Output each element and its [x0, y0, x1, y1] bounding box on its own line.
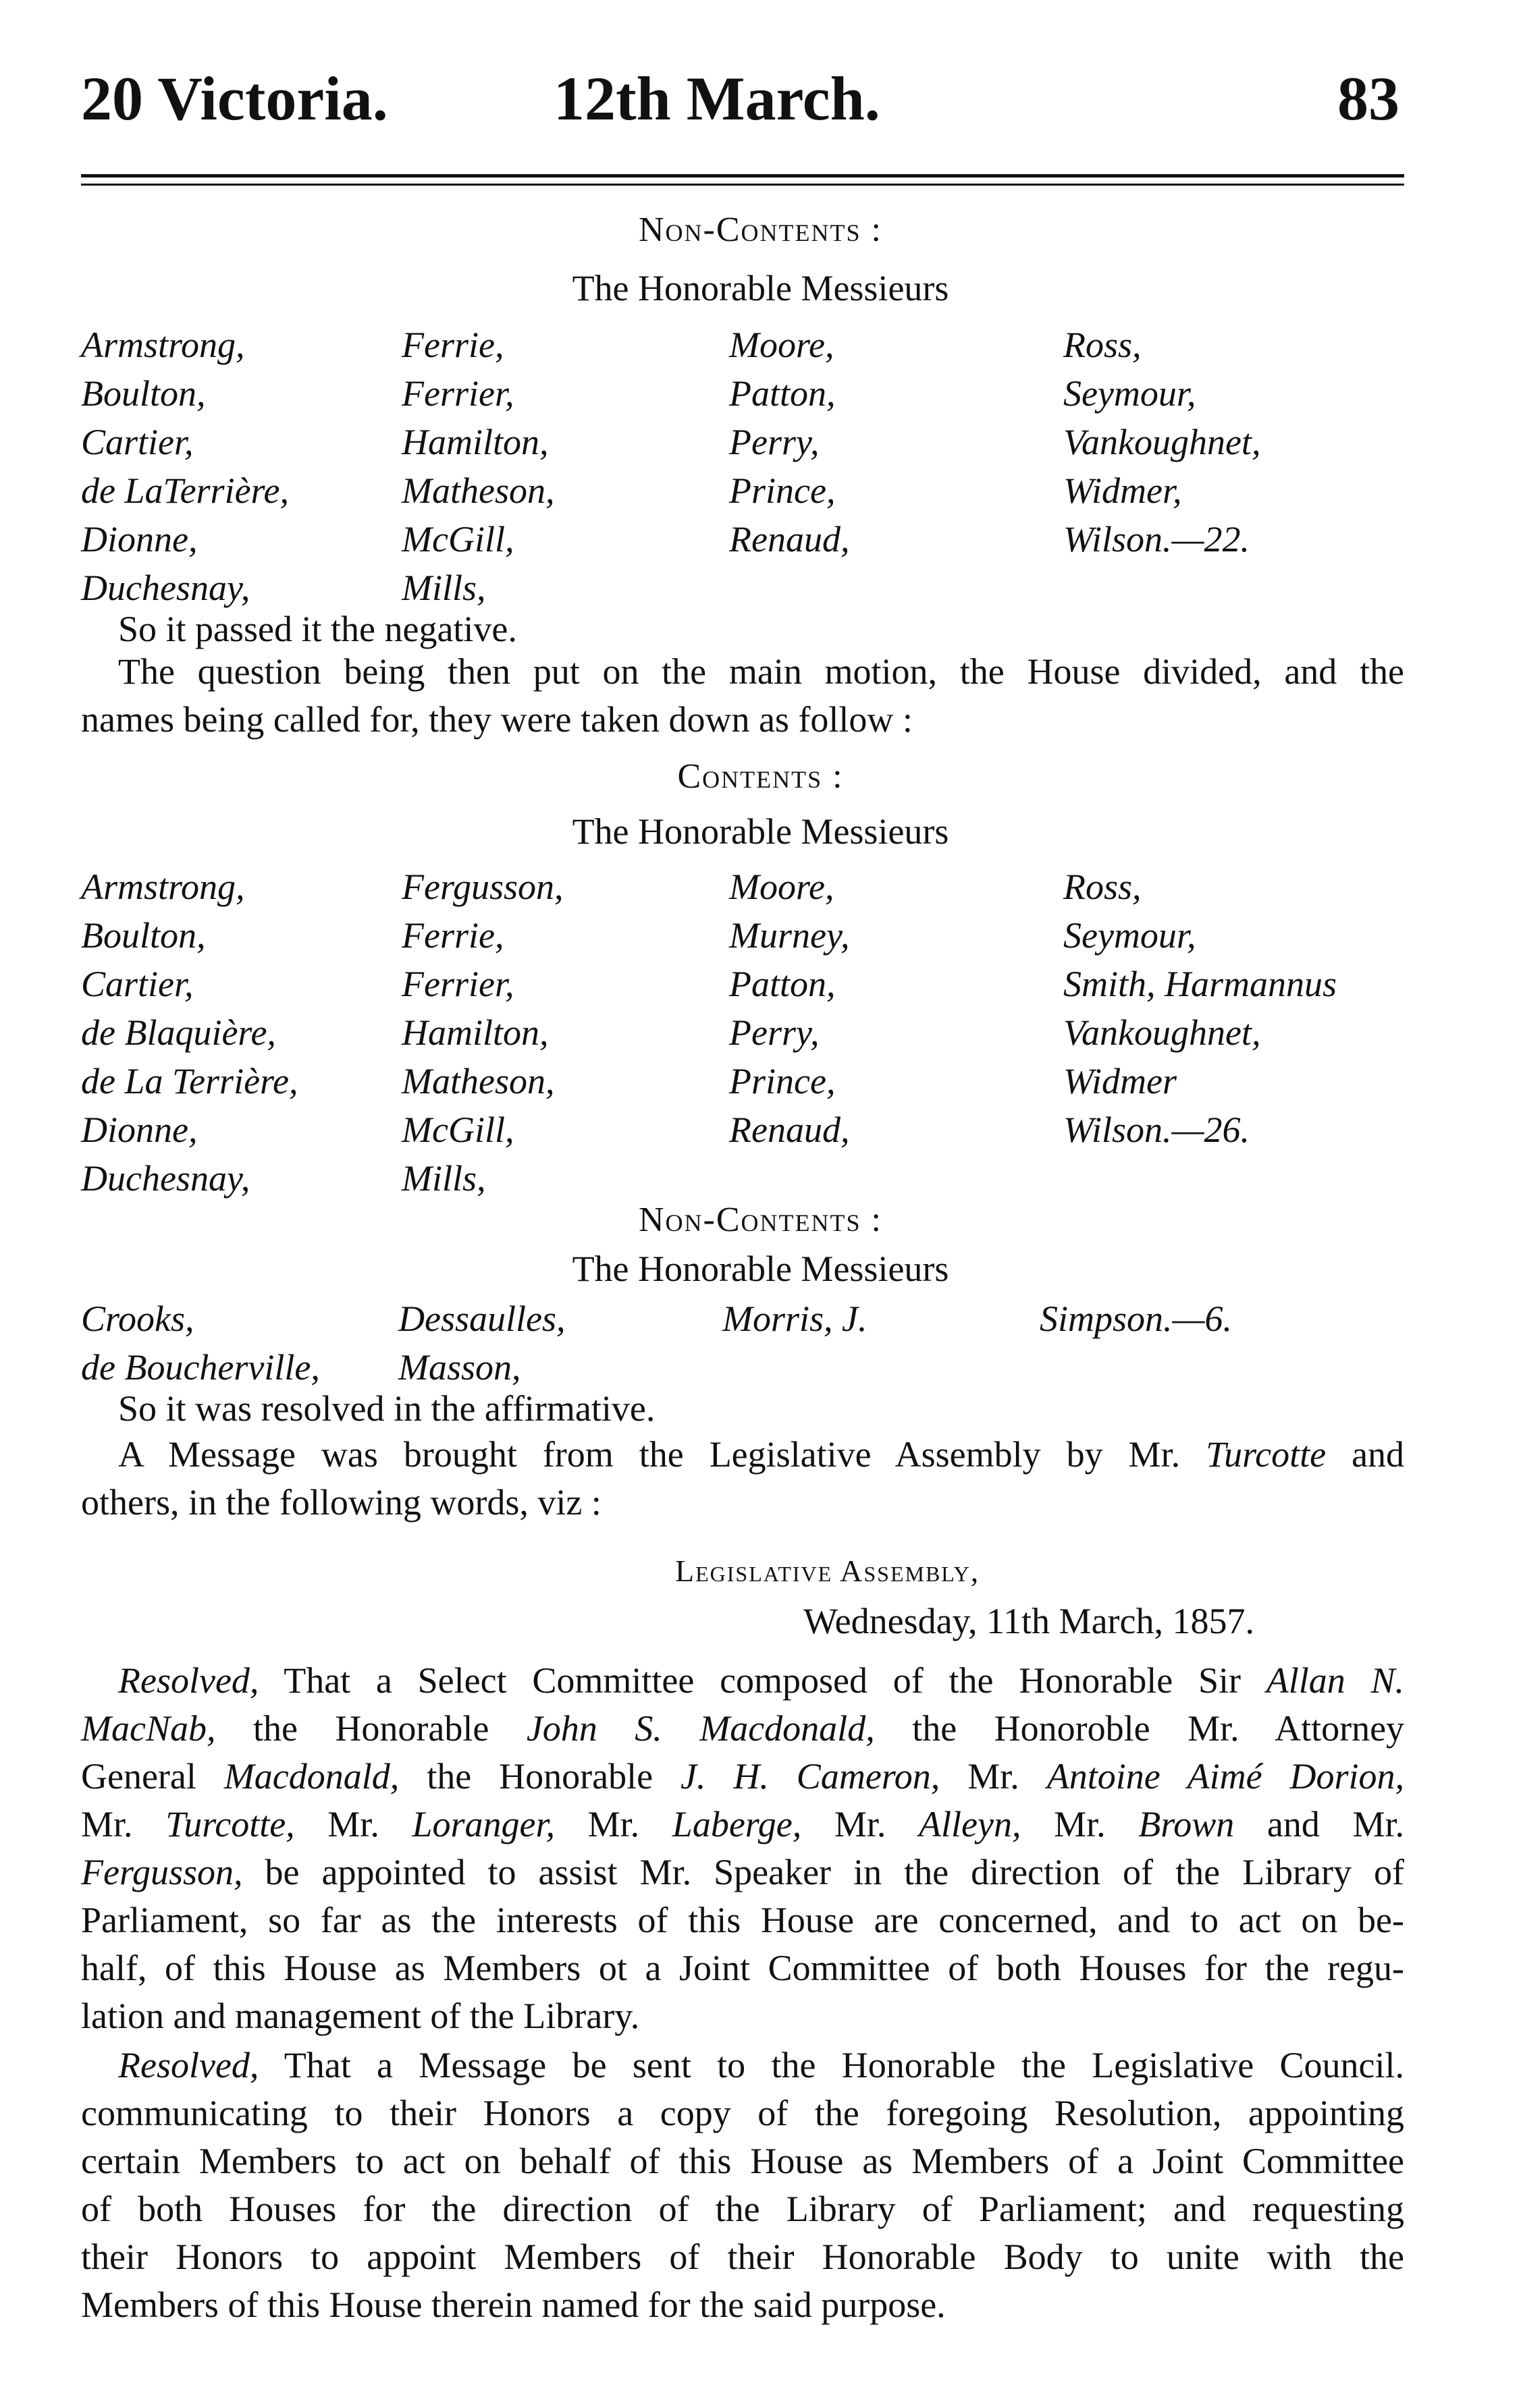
text-line: certain Members to act on behalf of this House as Members of a Joint Committee [81, 2141, 1404, 2181]
text-line [81, 1657, 1404, 1705]
member-name: Matheson, [402, 1061, 555, 1101]
member-name: Cartier, [81, 964, 194, 1004]
member-name: Laberge, [672, 1804, 802, 1844]
member-name: Mills, [402, 1158, 486, 1199]
member-name: McGill, [402, 1110, 514, 1150]
text-span: be appointed to assist Mr. Speaker in the direction of the Library of [265, 1852, 1404, 1892]
division2-subheading: The Honorable Messieurs [572, 811, 949, 852]
member-name: Simpson.—6. [1040, 1298, 1233, 1339]
text-line: Members of this House therein named for the said purpose. [81, 2284, 946, 2325]
member-name: de LaTerrière, [81, 470, 290, 511]
text-line [81, 2042, 1404, 2089]
text-line: Parliament, so far as the interests of this House are concerned, and to act on be- [81, 1900, 1404, 1940]
member-name: Widmer [1063, 1061, 1177, 1101]
division3-heading: Non-Contents : [639, 1201, 882, 1239]
name-row [81, 1157, 1404, 1205]
member-name: Seymour, [1063, 915, 1196, 956]
member-name: de Boucherville, [81, 1347, 320, 1388]
member-name: Boulton, [81, 915, 206, 956]
division1-subheading: The Honorable Messieurs [572, 268, 949, 308]
member-name: Renaud, [729, 519, 850, 559]
text-span: and [1352, 1434, 1405, 1475]
text-line [81, 1753, 1404, 1801]
member-name: Masson, [398, 1347, 521, 1388]
member-name: Hamilton, [402, 422, 549, 462]
member-name: Perry, [729, 422, 820, 462]
running-head-left: 20 Victoria. [81, 64, 388, 133]
division3-subheading: The Honorable Messieurs [572, 1249, 949, 1289]
division3-result: So it was resolved in the affirmative. [118, 1388, 656, 1429]
member-name: Ferrier, [402, 964, 514, 1004]
text-line: communicating to their Honors a copy of the foregoing Resolution, appointing [81, 2093, 1404, 2133]
member-name: Fergusson, [402, 867, 564, 907]
member-name: Allan N. [1266, 1660, 1405, 1701]
member-name: Murney, [729, 915, 850, 956]
assembly-title: Legislative Assembly, [675, 1554, 980, 1588]
member-name: Crooks, [81, 1298, 194, 1339]
member-name: Smith, Harmannus [1063, 964, 1337, 1004]
text-line: lation and management of the Library. [81, 1996, 640, 2036]
member-name: Seymour, [1063, 373, 1196, 414]
member-name: Fergusson, [81, 1852, 243, 1892]
division1-result: So it passed it the negative. [118, 609, 517, 649]
member-name: Duchesnay, [81, 568, 250, 608]
member-name: Prince, [729, 1061, 836, 1101]
header-rule-thick [81, 174, 1404, 177]
member-name: Patton, [729, 964, 836, 1004]
member-name: Alleyn, [919, 1804, 1021, 1844]
name-row [81, 518, 1404, 566]
name-row [81, 1346, 1404, 1394]
member-name: Moore, [729, 325, 834, 365]
text-span: the Honorable [252, 1708, 489, 1749]
member-name: McGill, [402, 519, 514, 559]
text-span: the Honoroble Mr. Attorney [912, 1708, 1405, 1749]
text-span: A Message was brought from the Legislative Assembly by Mr. [118, 1434, 1181, 1475]
resolution-1 [81, 1657, 1404, 2040]
name-row [81, 373, 1404, 420]
text-span: That a Select Committee composed of the Honorable Sir [284, 1660, 1241, 1701]
member-name: MacNab, [81, 1708, 216, 1749]
member-name: John S. Macdonald, [526, 1708, 875, 1749]
name-row [81, 421, 1404, 468]
name-row [81, 1298, 1404, 1345]
text-span: Mr. [81, 1804, 133, 1844]
member-name: Prince, [729, 470, 836, 511]
member-name: Brown [1138, 1804, 1235, 1844]
member-name: J. H. Cameron, [680, 1756, 940, 1797]
message-paragraph [81, 1431, 1404, 1527]
text-line: of both Houses for the direction of the Library of Parliament; and requesting [81, 2189, 1404, 2229]
member-name: Boulton, [81, 373, 206, 414]
text-line: The question being then put on the main motion, the House divided, and the [118, 651, 1404, 692]
name-row [81, 914, 1404, 962]
text-span: Mr. [327, 1804, 379, 1844]
member-name: de Blaquière, [81, 1012, 276, 1053]
text-span: Mr. [587, 1804, 640, 1844]
name-row [81, 1012, 1404, 1059]
member-name: Dionne, [81, 519, 198, 559]
text-span: the Honorable [427, 1756, 653, 1797]
name-row [81, 567, 1404, 614]
text-line [81, 1705, 1404, 1753]
member-name: Macdonald, [223, 1756, 400, 1797]
member-name: Ross, [1063, 867, 1142, 907]
name-row [81, 1060, 1404, 1107]
member-name: Duchesnay, [81, 1158, 250, 1199]
member-name: Loranger, [412, 1804, 555, 1844]
division1-heading: Non-Contents : [639, 211, 882, 249]
member-name: Ferrie, [402, 915, 504, 956]
member-name: Moore, [729, 867, 834, 907]
header-rule-thin [81, 184, 1404, 186]
name-row [81, 1109, 1404, 1156]
name-row [81, 324, 1404, 371]
text-line: others, in the following words, viz : [81, 1482, 602, 1523]
running-head-date: 12th March. [554, 64, 880, 133]
member-name: Hamilton, [402, 1012, 549, 1053]
member-name: Wilson.—26. [1063, 1110, 1250, 1150]
text-span: Mr. [1054, 1804, 1106, 1844]
member-name: Wilson.—22. [1063, 519, 1250, 559]
text-span: General [81, 1756, 196, 1797]
member-name: Dessaulles, [398, 1298, 566, 1339]
text-line [81, 1849, 1404, 1896]
resolved-label: Resolved, [118, 2045, 259, 2085]
text-span: and Mr. [1266, 1804, 1405, 1844]
member-name: Armstrong, [81, 867, 245, 907]
member-name: Matheson, [402, 470, 555, 511]
name-row [81, 470, 1404, 517]
text-line: their Honors to appoint Members of their Honorable Body to unite with the [81, 2237, 1404, 2277]
resolution-2 [81, 2042, 1404, 2329]
page-number: 83 [1337, 64, 1399, 133]
question-paragraph [81, 648, 1404, 744]
member-name: de La Terrière, [81, 1061, 298, 1101]
text-line [81, 1801, 1404, 1849]
member-name: Perry, [729, 1012, 820, 1053]
text-span: That a Message be sent to the Honorable the Legislative Council. [284, 2045, 1404, 2085]
text-span: Mr. [967, 1756, 1019, 1797]
name-row [81, 963, 1404, 1010]
member-name: Patton, [729, 373, 836, 414]
member-name: Turcotte [1206, 1434, 1327, 1475]
text-line: names being called for, they were taken down as follow : [81, 699, 913, 740]
member-name: Ferrie, [402, 325, 504, 365]
text-line [81, 1431, 1404, 1479]
resolved-label: Resolved, [118, 1660, 259, 1701]
member-name: Antoine Aimé Dorion, [1046, 1756, 1405, 1797]
member-name: Turcotte, [165, 1804, 295, 1844]
name-row [81, 866, 1404, 913]
text-line: half, of this House as Members ot a Joint Committee of both Houses for the regu- [81, 1948, 1404, 1988]
member-name: Cartier, [81, 422, 194, 462]
text-span: Mr. [834, 1804, 886, 1844]
member-name: Mills, [402, 568, 486, 608]
member-name: Armstrong, [81, 325, 245, 365]
member-name: Dionne, [81, 1110, 198, 1150]
assembly-date: Wednesday, 11th March, 1857. [803, 1601, 1254, 1641]
member-name: Vankoughnet, [1063, 422, 1261, 462]
member-name: Morris, J. [722, 1298, 868, 1339]
member-name: Ferrier, [402, 373, 514, 414]
member-name: Renaud, [729, 1110, 850, 1150]
member-name: Vankoughnet, [1063, 1012, 1261, 1053]
division2-heading: Contents : [677, 757, 844, 796]
member-name: Ross, [1063, 325, 1142, 365]
member-name: Widmer, [1063, 470, 1182, 511]
